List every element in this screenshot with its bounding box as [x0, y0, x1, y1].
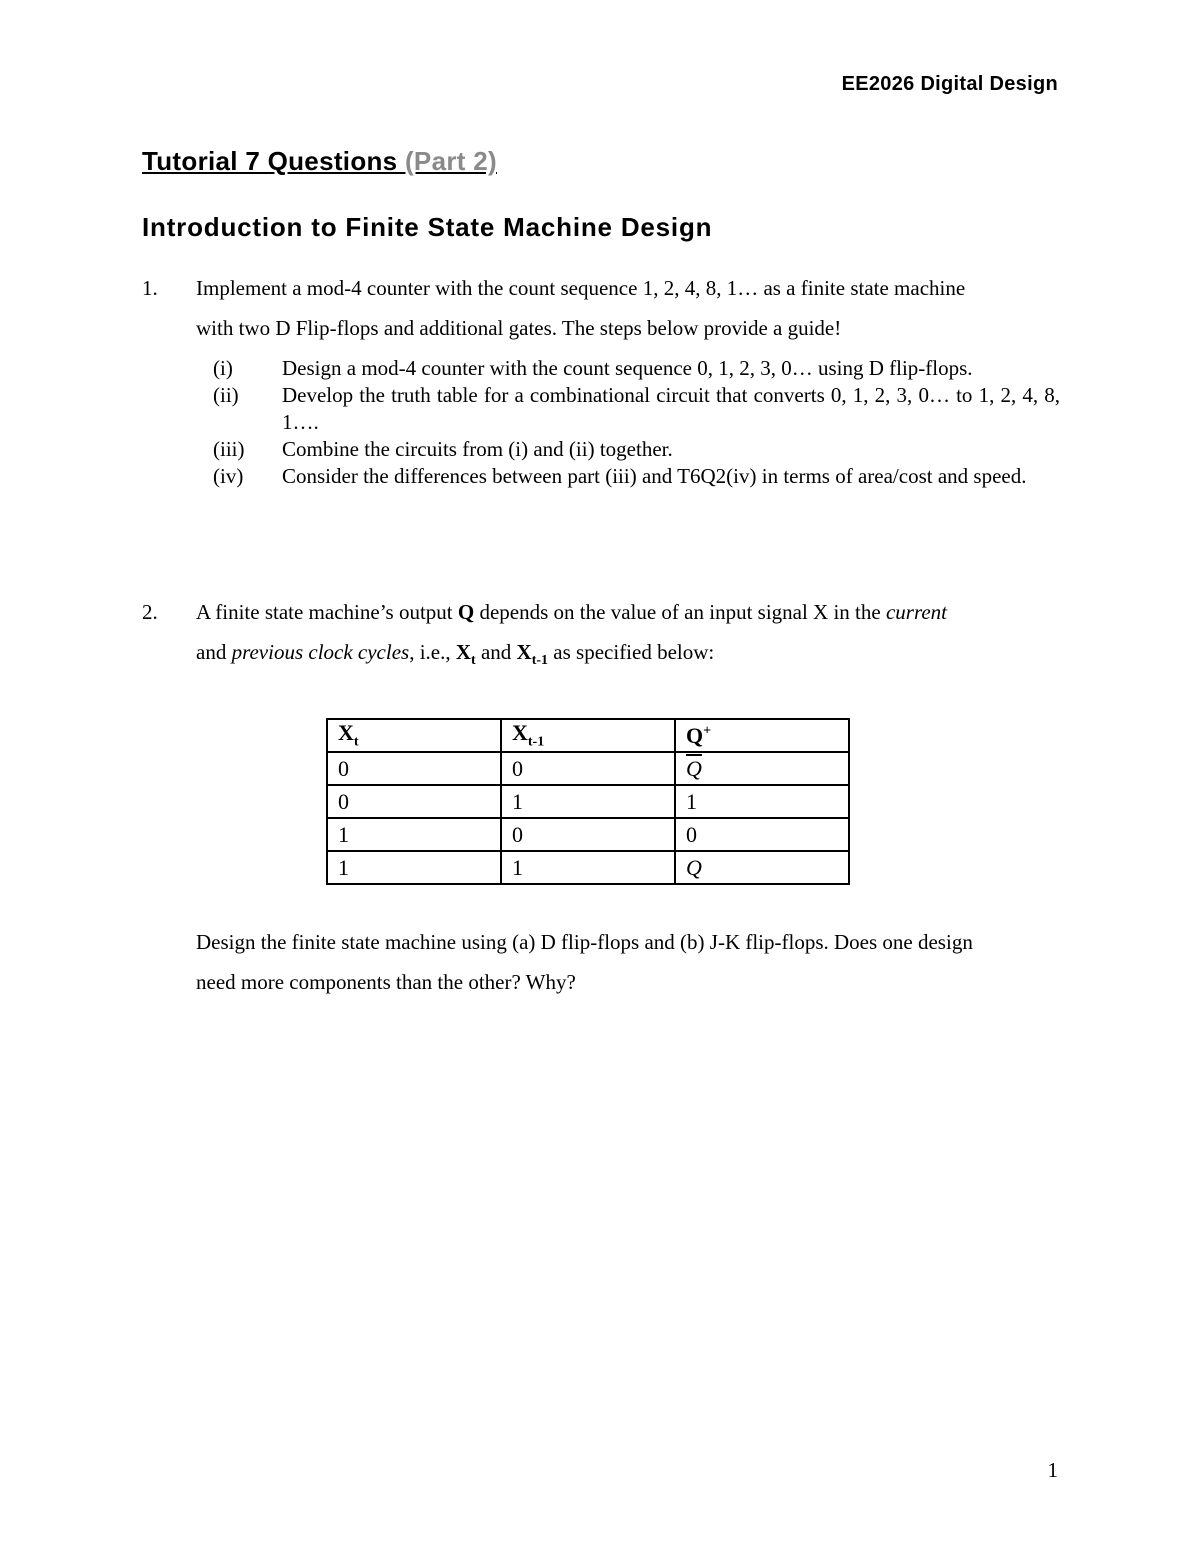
q-bar-symbol: $\overline{Q}$: [686, 755, 702, 781]
q-symbol: Q: [686, 854, 702, 880]
text-span: , i.e.,: [409, 640, 456, 664]
table-cell: 0: [675, 818, 849, 851]
header-base: X: [338, 720, 354, 746]
header-sup: +: [703, 723, 712, 739]
page-number: 1: [1047, 1458, 1058, 1482]
question-1-part-iii: [213, 436, 1060, 463]
table-cell: 0: [501, 818, 675, 851]
table-row: [327, 851, 849, 884]
previous-emph: previous clock cycles: [231, 640, 410, 664]
xt-symbol: [455, 640, 476, 669]
title-main: Tutorial 7 Questions: [142, 146, 405, 176]
part-text: Consider the differences between part (iii) and T6Q2(iv) in terms of area/cost and speed.: [282, 464, 1027, 488]
table-cell: 0: [327, 752, 501, 785]
question-2-line-2: [196, 632, 1060, 681]
table-cell: 1: [327, 851, 501, 884]
text-span: and: [475, 640, 517, 664]
question-1-number: 1.: [142, 276, 158, 300]
page-title: [142, 146, 497, 177]
question-2-text: [196, 592, 1060, 681]
truth-table: [326, 718, 850, 885]
header-cell-xt1: [501, 719, 675, 752]
question-1-part-ii: [213, 382, 1060, 436]
table-cell: 1: [675, 785, 849, 818]
table-cell: 1: [501, 851, 675, 884]
title-part: (Part 2): [404, 146, 497, 176]
xt1-symbol: [516, 640, 549, 669]
table-cell: 0: [501, 752, 675, 785]
question-1-part-i: [213, 355, 1060, 382]
part-text: Design a mod-4 counter with the count sequence 0, 1, 2, 3, 0… using D flip-flops.: [282, 356, 973, 380]
table-cell: 0: [327, 785, 501, 818]
part-text: Combine the circuits from (i) and (ii) together.: [282, 437, 673, 461]
text-span: depends on the value of an input signal X in the: [474, 600, 886, 624]
part-label: (i): [213, 356, 233, 380]
symbol-base: X: [516, 640, 532, 664]
table-cell: 1: [327, 818, 501, 851]
part-label: (iii): [213, 437, 245, 461]
header-cell-xt: [327, 719, 501, 752]
table-cell-q: [675, 851, 849, 884]
text-span: as specified below:: [548, 640, 715, 664]
table-row: [327, 785, 849, 818]
symbol-sub: t-1: [531, 653, 549, 669]
table-row: [327, 752, 849, 785]
q-symbol: Q: [457, 600, 475, 624]
question-1-line-1: Implement a mod-4 counter with the count sequence 1, 2, 4, 8, 1… as a finite state machine: [196, 276, 966, 300]
question-1-line-2: with two D Flip-flops and additional gates. The steps below provide a guide!: [196, 316, 842, 340]
part-label: (iv): [213, 464, 244, 488]
text-span: and: [196, 640, 232, 664]
table-cell: 1: [501, 785, 675, 818]
followup-line-2: need more components than the other? Why?: [196, 970, 576, 994]
question-2-line-1: [196, 592, 1060, 632]
current-emph: current: [885, 600, 948, 624]
header-base: Q: [686, 722, 704, 748]
followup-line-1: Design the finite state machine using (a) D flip-flops and (b) J-K flip-flops. Does one design: [196, 930, 973, 954]
table-header-row: [327, 719, 849, 752]
table-row: [327, 818, 849, 851]
table-cell-q-bar: [675, 752, 849, 785]
header-base: X: [512, 720, 528, 746]
section-heading: Introduction to Finite State Machine Design: [142, 212, 713, 242]
symbol-sub: t: [471, 653, 476, 669]
header-sub: t-1: [527, 734, 545, 750]
question-2-followup: [196, 922, 1060, 1002]
question-1-text: [196, 268, 1060, 348]
course-header: EE2026 Digital Design: [841, 73, 1058, 95]
text-span: A finite state machine’s output: [196, 600, 458, 624]
part-label: (ii): [213, 383, 239, 407]
question-2-number: 2.: [142, 600, 158, 624]
symbol-base: X: [455, 640, 472, 664]
header-cell-qplus: [675, 719, 849, 752]
header-sub: t: [353, 734, 359, 750]
part-text: Develop the truth table for a combinational circuit that converts 0, 1, 2, 3, 0… to 1, 2, 4, 8, 1….: [282, 383, 1060, 434]
question-1-part-iv: [213, 463, 1060, 490]
